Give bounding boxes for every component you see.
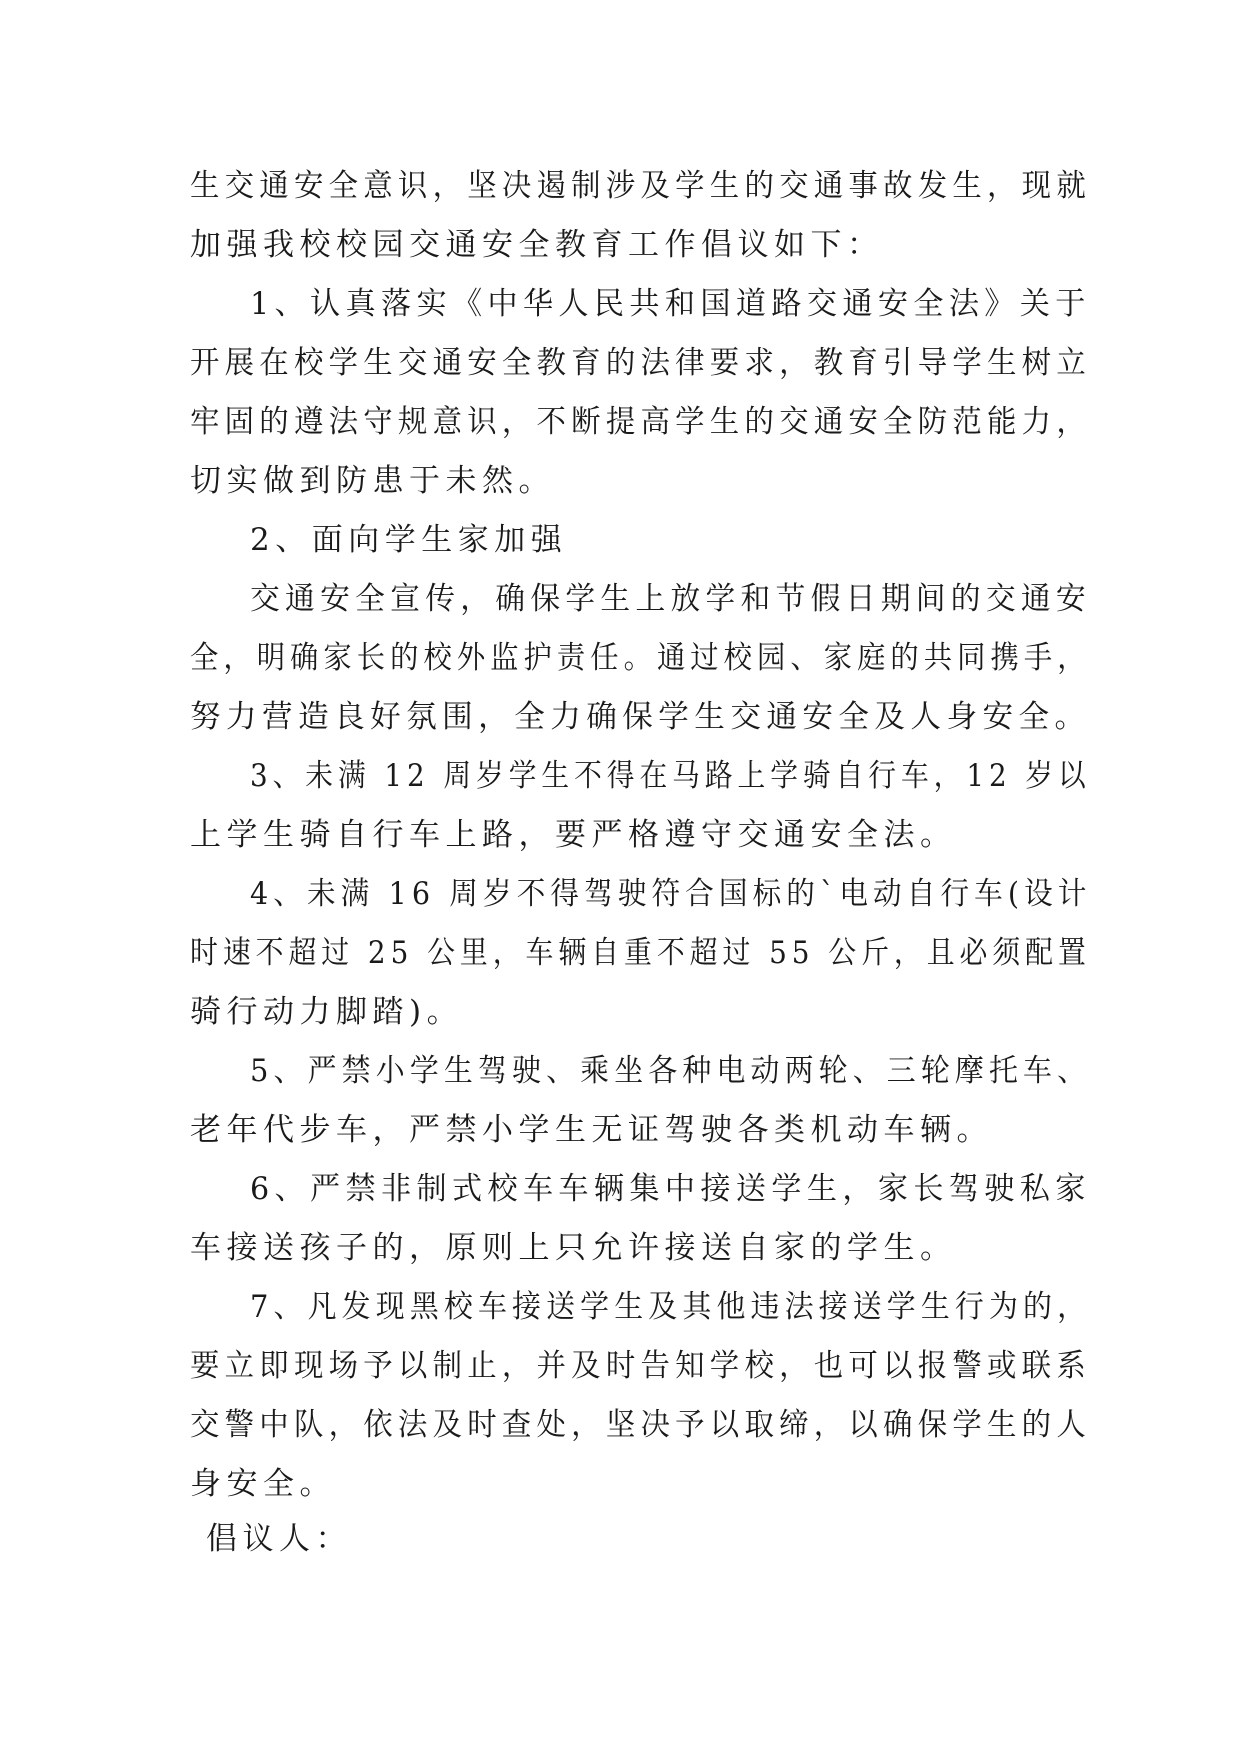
paragraph-line: 牢固的遵法守规意识，不断提高学生的交通安全防范能力， (190, 404, 1091, 440)
list-item-2-line: 2、面向学生家加强 (250, 522, 568, 558)
paragraph-line: 开展在校学生交通安全教育的法律要求，教育引导学生树立 (190, 345, 1091, 381)
paragraph-line: 要立即现场予以制止，并及时告知学校，也可以报警或联系 (190, 1348, 1091, 1384)
paragraph-line: 骑行动力脚踏)。 (190, 994, 464, 1030)
signature-label: 倡议人： (206, 1521, 352, 1557)
list-item-4-line: 4、未满 16 周岁不得驾驶符合国标的`电动自行车(设计 (250, 876, 1092, 912)
paragraph-line: 车接送孩子的，原则上只允许接送自家的学生。 (190, 1230, 957, 1266)
paragraph-line: 努力营造良好氛围，全力确保学生交通安全及人身安全。 (190, 699, 1091, 735)
paragraph-line: 时速不超过 25 公里，车辆自重不超过 55 公斤，且必须配置 (190, 935, 1091, 971)
list-item-7-line: 7、凡发现黑校车接送学生及其他违法接送学生行为的， (250, 1289, 1092, 1325)
list-item-5-line: 5、严禁小学生驾驶、乘坐各种电动两轮、三轮摩托车、 (250, 1053, 1092, 1089)
list-item-3-line: 3、未满 12 周岁学生不得在马路上学骑自行车，12 岁以 (250, 758, 1091, 794)
list-item-6-line: 6、严禁非制式校车车辆集中接送学生，家长驾驶私家 (250, 1171, 1091, 1207)
paragraph-line: 加强我校校园交通安全教育工作倡议如下： (190, 227, 884, 263)
paragraph-line: 全，明确家长的校外监护责任。通过校园、家庭的共同携手， (190, 640, 1091, 676)
paragraph-line: 交警中队，依法及时查处，坚决予以取缔，以确保学生的人 (190, 1407, 1091, 1443)
paragraph-line: 上学生骑自行车上路，要严格遵守交通安全法。 (190, 817, 957, 853)
list-item-1-line: 1、认真落实《中华人民共和国道路交通安全法》关于 (250, 286, 1091, 322)
paragraph-line: 身安全。 (190, 1466, 336, 1502)
paragraph-line: 生交通安全意识，坚决遏制涉及学生的交通事故发生，现就 (190, 168, 1091, 204)
paragraph-line: 交通安全宣传，确保学生上放学和节假日期间的交通安 (250, 581, 1091, 617)
paragraph-line: 老年代步车，严禁小学生无证驾驶各类机动车辆。 (190, 1112, 993, 1148)
paragraph-line: 切实做到防患于未然。 (190, 463, 555, 499)
